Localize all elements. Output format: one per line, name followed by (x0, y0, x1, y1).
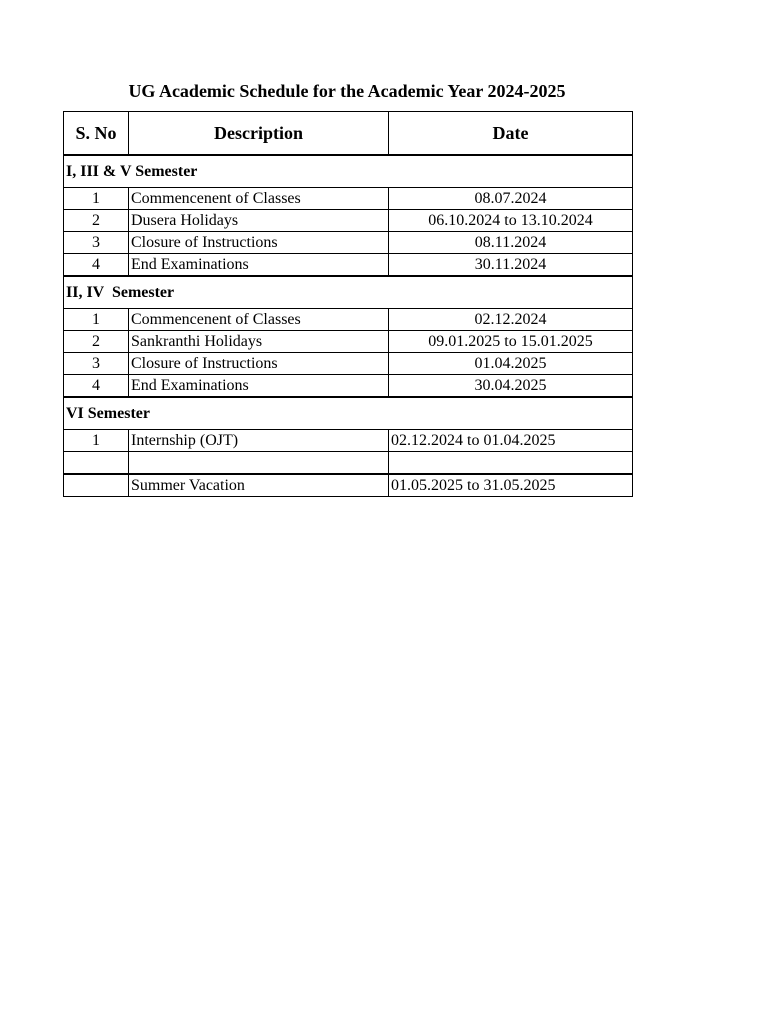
header-sno: S. No (64, 112, 129, 156)
cell-date: 06.10.2024 to 13.10.2024 (389, 210, 633, 232)
cell-description: Internship (OJT) (129, 430, 389, 452)
header-description: Description (129, 112, 389, 156)
section-row-odd-semesters (64, 155, 633, 188)
cell-sno: 4 (64, 254, 129, 277)
cell-description: End Examinations (129, 254, 389, 277)
table-row (64, 254, 633, 277)
section-label: I, III & V Semester (64, 155, 633, 188)
cell-description: End Examinations (129, 375, 389, 398)
cell-description: Commencenent of Classes (129, 188, 389, 210)
section-label: VI Semester (64, 397, 633, 430)
cell-sno (64, 474, 129, 497)
section-label: II, IV Semester (64, 276, 633, 309)
cell-date: 30.04.2025 (389, 375, 633, 398)
page-title: UG Academic Schedule for the Academic Year 2024-2025 (128, 81, 566, 101)
blank-cell (64, 452, 129, 475)
table-row (64, 331, 633, 353)
section-row-sixth-semester (64, 397, 633, 430)
table-row (64, 188, 633, 210)
cell-date: 01.05.2025 to 31.05.2025 (389, 474, 633, 497)
cell-description: Commencenent of Classes (129, 309, 389, 331)
cell-sno: 3 (64, 232, 129, 254)
table-row (64, 309, 633, 331)
cell-date: 01.04.2025 (389, 353, 633, 375)
blank-row (64, 452, 633, 475)
cell-description: Closure of Instructions (129, 353, 389, 375)
schedule-table (63, 111, 633, 497)
cell-sno: 1 (64, 309, 129, 331)
table-row (64, 353, 633, 375)
cell-sno: 1 (64, 430, 129, 452)
table-row (64, 210, 633, 232)
cell-sno: 4 (64, 375, 129, 398)
cell-sno: 2 (64, 210, 129, 232)
cell-date: 09.01.2025 to 15.01.2025 (389, 331, 633, 353)
cell-sno: 1 (64, 188, 129, 210)
cell-description: Dusera Holidays (129, 210, 389, 232)
cell-description: Summer Vacation (129, 474, 389, 497)
header-date: Date (389, 112, 633, 156)
table-row (64, 375, 633, 398)
cell-date: 02.12.2024 to 01.04.2025 (389, 430, 633, 452)
cell-date: 02.12.2024 (389, 309, 633, 331)
table-row (64, 232, 633, 254)
cell-date: 08.11.2024 (389, 232, 633, 254)
blank-cell (389, 452, 633, 475)
blank-cell (129, 452, 389, 475)
cell-description: Sankranthi Holidays (129, 331, 389, 353)
cell-date: 08.07.2024 (389, 188, 633, 210)
table-row (64, 430, 633, 452)
header-row (64, 112, 633, 156)
cell-sno: 2 (64, 331, 129, 353)
cell-description: Closure of Instructions (129, 232, 389, 254)
summer-vacation-row (64, 474, 633, 497)
cell-sno: 3 (64, 353, 129, 375)
cell-date: 30.11.2024 (389, 254, 633, 277)
section-row-even-semesters (64, 276, 633, 309)
